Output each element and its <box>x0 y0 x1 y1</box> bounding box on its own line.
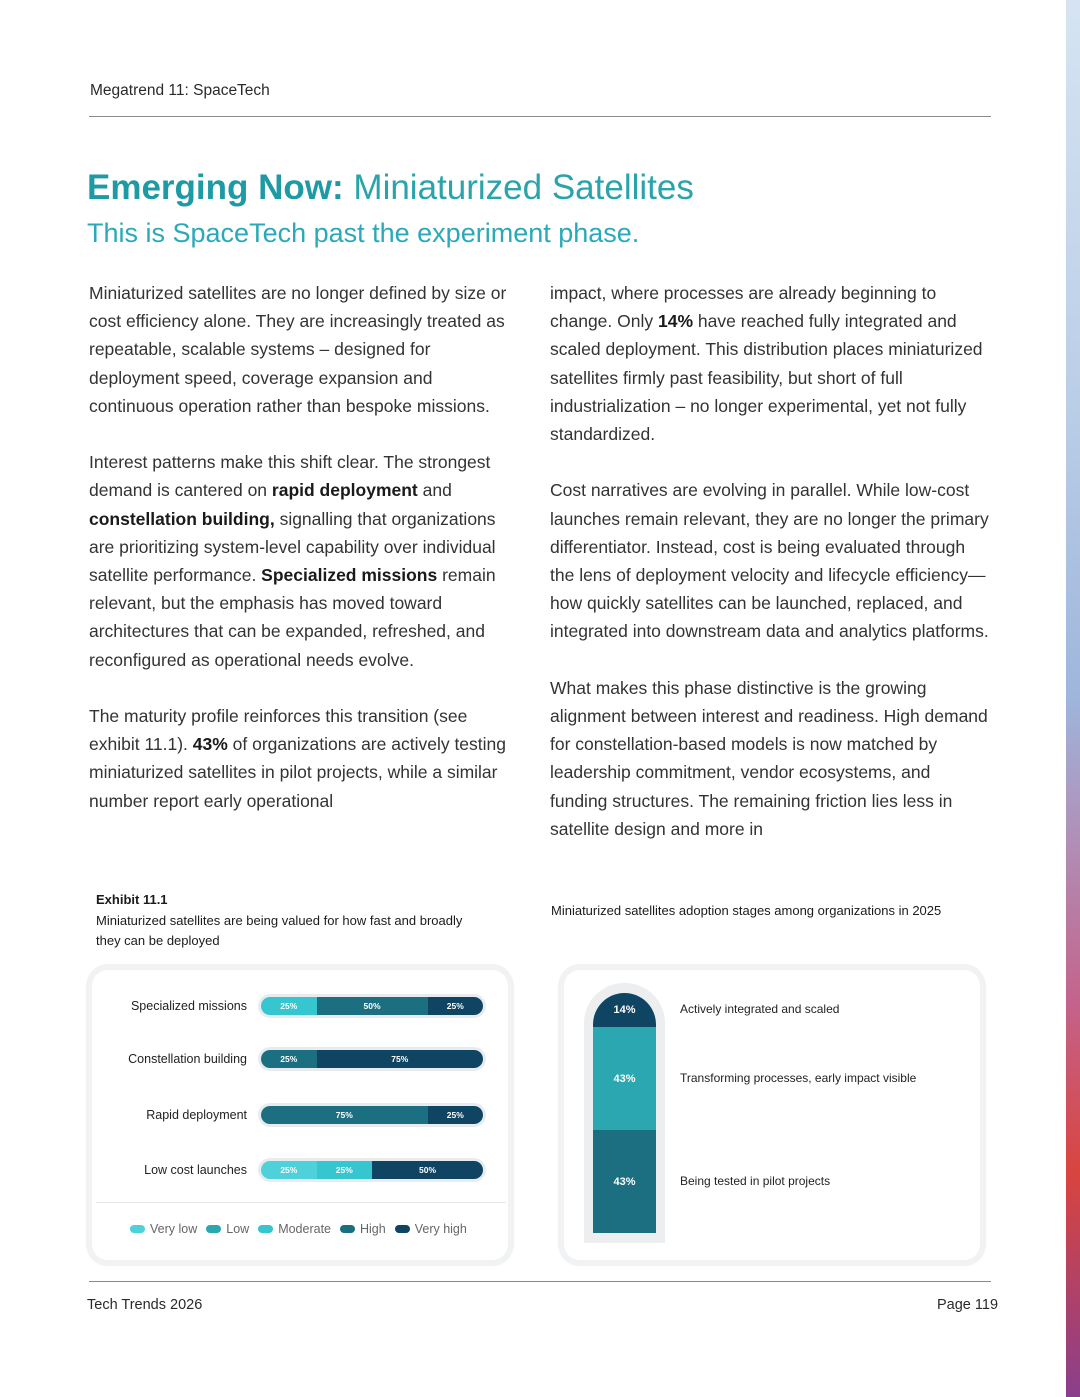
emphasis-rapid-deployment: rapid deployment <box>271 480 418 501</box>
chart-legend <box>130 1222 467 1236</box>
bar-constellation-building <box>261 1050 483 1068</box>
legend-label-low: Low <box>226 1222 250 1236</box>
legend-swatch-very-high <box>395 1225 410 1233</box>
column-label-actively-integrated-and-scaled: Actively integrated and scaled <box>680 1002 840 1016</box>
title-lead: Emerging Now: <box>87 168 344 207</box>
right-paragraph-2: Cost narratives are evolving in parallel. While low-cost launches remain relevant, they are no longer the primary differentiator. Instead, cost is being evaluated through the lens of deployment velocity and lifecycle efficiency—how quickly satellites can be launched, replaced, and integrated into downstream data and analytics platforms. <box>550 480 989 642</box>
left-paragraph-2 <box>89 448 514 674</box>
column-label-transforming-processes-early-impact-visible: Transforming processes, early impact visible <box>680 1070 917 1085</box>
category-label-specialized-missions: Specialized missions <box>130 999 247 1013</box>
exhibit-left-caption-block <box>96 890 486 952</box>
category-label-rapid-deployment: Rapid deployment <box>146 1108 247 1122</box>
legend-item-moderate <box>258 1222 331 1236</box>
category-label-low-cost-launches: Low cost launches <box>144 1163 247 1177</box>
text-run: impact, where processes are already beginning to change. Only <box>550 283 937 332</box>
header-divider <box>89 116 991 117</box>
text-run: of organizations are actively testing miniaturized satellites in pilot projects, while a similar number report early operational <box>89 734 507 811</box>
text-run: remain relevant, but the emphasis has moved toward architectures that can be expanded, refreshed, and reconfigured as operational needs evolve. <box>89 565 496 670</box>
body-column-left <box>89 279 514 843</box>
category-label-constellation-building: Constellation building <box>128 1052 247 1066</box>
legend-item-high <box>340 1222 386 1236</box>
emphasis-constellation-building: constellation building, <box>89 508 275 529</box>
legend-label-very-low: Very low <box>150 1222 198 1236</box>
legend-swatch-moderate <box>258 1225 273 1233</box>
exhibit-right-caption: Miniaturized satellites adoption stages among organizations in 2025 <box>551 903 942 918</box>
right-paragraph-3: What makes this phase distinctive is the growing alignment between interest and readiness. High demand for constellation-based models is now matched by leadership commitment, vendor ecosystems, and funding structures. The remaining friction lies less in satellite design and more in <box>550 677 988 839</box>
legend-item-low <box>206 1222 249 1236</box>
bar-segment-specialized-missions-high: 50% <box>317 997 428 1015</box>
bar-specialized-missions <box>261 997 483 1015</box>
bar-segment-specialized-missions-moderate: 25% <box>261 997 317 1015</box>
legend-swatch-low <box>206 1225 221 1233</box>
bar-segment-rapid-deployment-very-high: 25% <box>428 1106 484 1124</box>
bar-segment-low-cost-launches-very-low: 25% <box>261 1161 317 1179</box>
page-subtitle: This is SpaceTech past the experiment phase. <box>87 218 640 248</box>
page-title <box>87 168 694 208</box>
bar-segment-constellation-building-very-high: 75% <box>317 1050 484 1068</box>
footer-publication: Tech Trends 2026 <box>87 1297 203 1313</box>
column-segment-actively-integrated-and-scaled: 14% <box>593 993 656 1027</box>
chart-legend-divider <box>96 1202 506 1203</box>
legend-label-high: High <box>360 1222 386 1236</box>
legend-swatch-high <box>340 1225 355 1233</box>
left-paragraph-3 <box>89 702 514 815</box>
exhibit-label: Exhibit 11.1 <box>96 892 168 907</box>
text-run: The maturity profile reinforces this transition (see exhibit 11.1). <box>89 706 468 755</box>
footer-divider <box>89 1281 991 1282</box>
section-header: Megatrend 11: SpaceTech <box>90 82 270 99</box>
right-paragraph-1 <box>550 279 990 448</box>
legend-item-very-low <box>130 1222 197 1236</box>
emphasis-14-percent: 14% <box>657 311 694 332</box>
column-label-being-tested-in-pilot-projects: Being tested in pilot projects <box>680 1173 831 1188</box>
footer-page-number: Page 119 <box>937 1297 999 1313</box>
column-segment-being-tested-in-pilot-projects: 43% <box>593 1130 656 1233</box>
text-run: signalling that organizations are prioritizing system-level capability over individual satellite performance. <box>89 508 496 586</box>
text-run: and <box>417 480 452 501</box>
bar-segment-rapid-deployment-high: 75% <box>261 1106 428 1124</box>
bar-segment-low-cost-launches-moderate: 25% <box>317 1161 373 1179</box>
emphasis-43-percent: 43% <box>192 734 228 755</box>
legend-label-moderate: Moderate <box>278 1222 331 1236</box>
bar-segment-low-cost-launches-very-high: 50% <box>372 1161 483 1179</box>
bar-track-rapid-deployment <box>258 1103 486 1127</box>
bar-segment-constellation-building-high: 25% <box>261 1050 317 1068</box>
bar-segment-specialized-missions-very-high: 25% <box>428 997 484 1015</box>
emphasis-specialized-missions: Specialized missions <box>261 565 438 586</box>
bar-track-constellation-building <box>258 1047 486 1071</box>
vertical-stacked-column-chart <box>593 993 656 1233</box>
bar-track-low-cost-launches <box>258 1158 486 1182</box>
exhibit-left-caption: Miniaturized satellites are being valued for how fast and broadly they can be deployed <box>96 912 463 948</box>
bar-track-specialized-missions <box>258 994 486 1018</box>
left-paragraph-1: Miniaturized satellites are no longer defined by size or cost efficiency alone. They are increasingly treated as repeatable, scalable systems – designed for deployment speed, coverage expansion and continuous operation rather than bespoke missions. <box>89 283 507 416</box>
bar-low-cost-launches <box>261 1161 483 1179</box>
legend-item-very-high <box>395 1222 467 1236</box>
bar-rapid-deployment <box>261 1106 483 1124</box>
column-segment-transforming-processes-early-impact-visible: 43% <box>593 1027 656 1130</box>
body-column-right <box>550 279 990 871</box>
legend-swatch-very-low <box>130 1225 145 1233</box>
title-rest: Miniaturized Satellites <box>343 168 694 207</box>
legend-label-very-high: Very high <box>414 1222 467 1236</box>
text-run: have reached fully integrated and scaled deployment. This distribution places miniaturized satellites firmly past feasibility, but short of full industrialization – no longer experimental, yet not fully standardized. <box>550 311 983 445</box>
text-run: Interest patterns make this shift clear. The strongest demand is cantered on <box>89 452 491 501</box>
decorative-edge-gradient <box>1066 0 1080 1397</box>
